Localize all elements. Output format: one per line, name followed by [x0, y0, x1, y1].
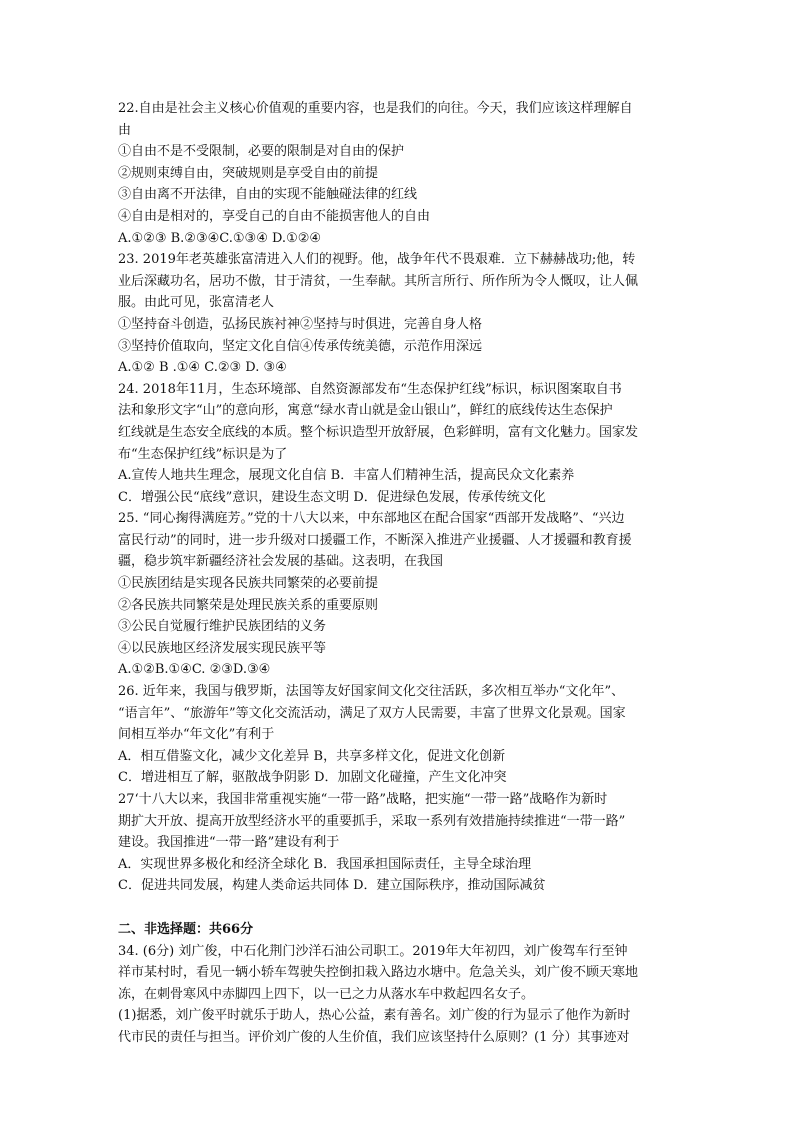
question-stem: 24. 2018年11月，生态环境部、自然资源部发布“生态保护红线”标识，标识图案取自书: [118, 381, 622, 397]
statement-item: ①民族团结是实现各民族共同繁荣的必要前提: [118, 576, 379, 592]
question-stem: 由: [118, 122, 132, 138]
statement-item: ③坚持价值取向，坚定文化自信④传承传统美德，示范作用深远: [118, 338, 483, 354]
statement-item: ②规则束缚自由，突破规则是享受自由的前提: [118, 165, 379, 181]
question-stem: 疆，稳步筑牢新疆经济社会发展的基础。这表明，在我国: [118, 554, 444, 570]
answer-options: A．相互借鉴文化，减少文化差异 B，共享多样文化，促进文化创新: [118, 748, 506, 764]
sub-question: (1)据悉，刘广俊平时就乐于助人，热心公益，素有善名。刘广俊的行为显示了他作为新时: [118, 1008, 631, 1024]
statement-item: ①坚持奋斗创造，弘扬民族衬神②坚持与时俱进，完善自身人格: [118, 316, 483, 332]
section-title: 二、非选择题：共66分: [118, 921, 254, 937]
question-stem: 27‘十八大以来，我国非常重视实施“一带一路”战略，把实施“一带一路”战略作为新时: [118, 792, 608, 807]
statement-item: ③自由离不开法律，自由的实现不能触碰法律的红线: [118, 187, 418, 203]
question-stem: 富民行动”的同时，进一步升级对口援疆工作，不断深入推进产业援疆、人才援疆和教育援: [118, 532, 632, 548]
question-stem: 26. 近年来，我国与俄罗斯，法国等友好国家间文化交往活跃，多次相互举办“文化年”、: [118, 684, 625, 700]
question-stem: 法和象形文字“山”的意向形，寓意“绿水青山就是金山银山”，鲜红的底线传达生态保护: [118, 403, 613, 419]
statement-item: ②各民族共同繁荣是处理民族关系的重要原则: [118, 597, 379, 613]
answer-options: A．实现世界多极化和经济全球化 B．我国承担国际责任，主导全球治理: [118, 856, 532, 872]
question-stem: 建设。我国推进“一带一路”建设有利于: [118, 835, 340, 851]
answer-options: C．增强公民“底线”意识，建设生态文明 D．促进绿色发展，传承传统文化: [118, 489, 546, 505]
answer-options: C．增进相互了解，驱散战争阴影 D．加剧文化碰撞，产生文化冲突: [118, 770, 507, 786]
question-stem: 间相互举办“年文化”有利于: [118, 727, 275, 743]
question-stem: 冻，在刺骨寒风中赤脚四上四下，以一已之力从落水车中救起四名女子。: [118, 986, 535, 1002]
question-stem: 业后深藏功名，居功不傲，甘于清贫，一生奉献。其所言所行、所作所为令人慨叹，让人佩: [118, 273, 639, 289]
question-stem: 25. “同心掬得满庭芳。”党的十八大以来，中东部地区在配合国家“西部开发战略”、“兴边: [118, 511, 625, 527]
question-stem: “语言年”、“旅游年”等文化交流活动，满足了双方人民需要，丰富了世界文化景观。国家: [118, 705, 626, 721]
answer-options: C．促进共同发展，构建人类命运共同体 D．建立国际秩序，推动国际减贫: [118, 878, 546, 894]
answer-options: A.①②③ B.②③④C.①③④ D.①②④: [118, 230, 322, 246]
answer-options: A.①②B.①④C. ②③D.③④: [118, 662, 271, 678]
question-23: [118, 249, 688, 379]
question-stem: 红线就是生态安全底线的本质。整个标识造型开放舒展，色彩鲜明，富有文化魅力。国家发: [118, 424, 639, 440]
page-content: [118, 98, 688, 1049]
question-24: [118, 379, 688, 509]
question-stem: 22.自由是社会主义核心价值观的重要内容，也是我们的向往。今天，我们应该这样理解自: [118, 101, 633, 116]
question-25: [118, 508, 688, 681]
question-stem: 34. (6分) 刘广俊，中石化荆门沙洋石油公司职工。2019年大年初四，刘广俊驾车行至钟: [118, 943, 628, 959]
answer-options: A.①② B .①④ C.②③ D. ③④: [118, 360, 287, 376]
question-stem: 布“生态保护红线”标识是为了: [118, 446, 288, 462]
question-stem: 服。由此可见，张富清老人: [118, 295, 275, 311]
question-26: [118, 681, 688, 789]
question-stem: 祥市某村时，看见一辆小轿车驾驶失控倒扣栽入路边水塘中。危急关头，刘广俊不顾天寒地: [118, 965, 639, 981]
question-34: [118, 941, 688, 1049]
question-stem: 23. 2019年老英雄张富清进入人们的视野。他，战争年代不畏艰难．立下赫赫战功;他，转: [118, 252, 636, 268]
statement-item: ③公民自觉履行维护民族团结的义务: [118, 619, 327, 635]
section-spacer: [118, 897, 688, 919]
sub-question: 代市民的责任与担当。评价刘广俊的人生价值，我们应该坚持什么原则？(1 分）其事迹对: [118, 1029, 630, 1045]
question-stem: 期扩大开放、提高开放型经济水平的重要抓手，采取一系列有效措施持续推进“一带一路”: [118, 813, 626, 829]
answer-options: A.宣传人地共生理念，展现文化自信 B．丰富人们精神生活，提高民众文化素养: [118, 468, 575, 484]
question-27: [118, 789, 688, 897]
question-22: [118, 98, 688, 249]
statement-item: ④自由是相对的，享受自己的自由不能损害他人的自由: [118, 208, 431, 224]
statement-item: ④以民族地区经济发展实现民族平等: [118, 640, 327, 656]
statement-item: ①自由不是不受限制，必要的限制是对自由的保护: [118, 144, 405, 160]
